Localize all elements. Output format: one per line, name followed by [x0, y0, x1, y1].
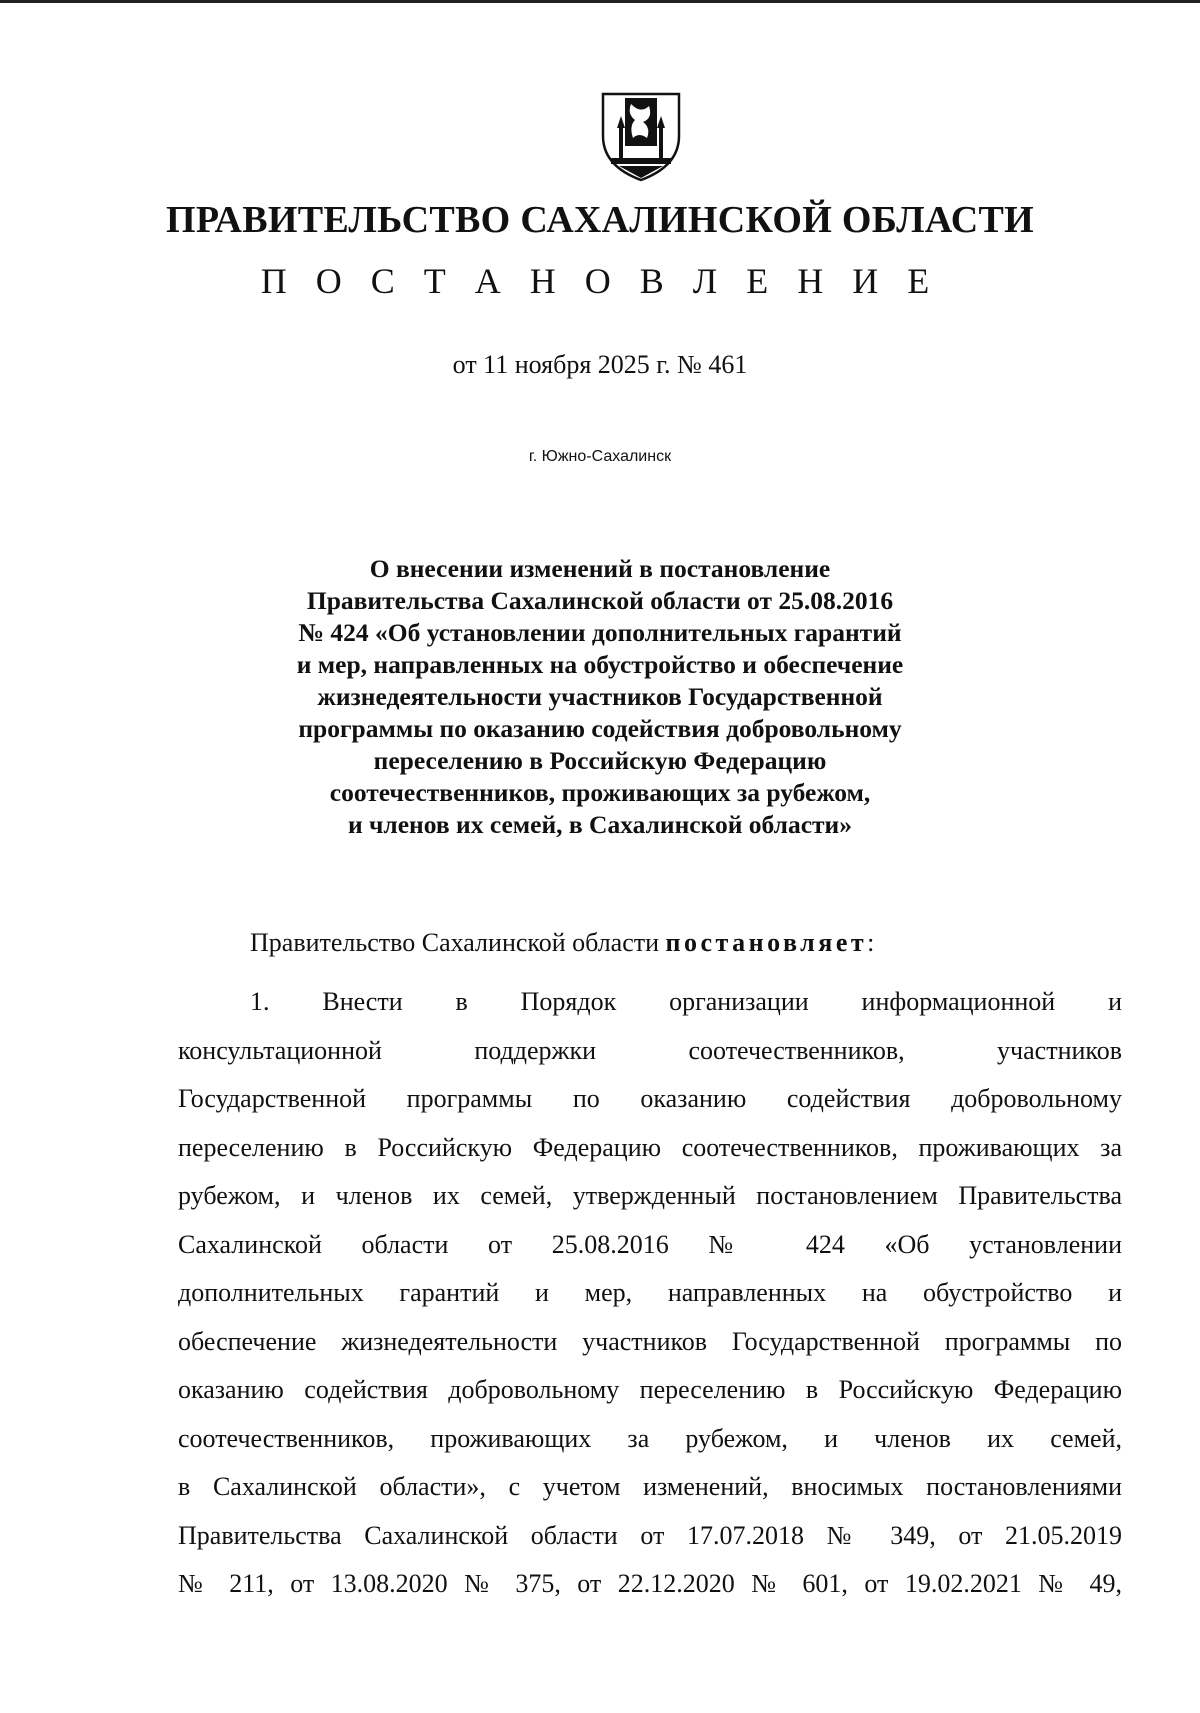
document-date-number: от 11 ноября 2025 г. № 461 — [452, 350, 748, 379]
document-heading — [250, 553, 950, 841]
document-body — [178, 978, 1122, 1609]
preamble-suffix: : — [867, 928, 875, 957]
document-city: г. Южно-Сахалинск — [528, 448, 672, 465]
heading-line: № 424 «Об установлении дополнительных гарантий — [298, 618, 902, 647]
heading-line: соотечественников, проживающих за рубежом, — [329, 778, 871, 807]
body-line: в Сахалинской области», с учетом изменений, вносимых постановлениями — [178, 1472, 1122, 1501]
body-line: обеспечение жизнедеятельности участников Государственной программы по — [178, 1326, 1122, 1356]
body-line: оказанию содействия добровольному переселению в Российскую Федерацию — [178, 1375, 1122, 1404]
heading-line: переселению в Российскую Федерацию — [373, 746, 827, 775]
body-line: Сахалинской области от 25.08.2016 № 424 «Об установлении — [178, 1229, 1122, 1259]
body-line: 1. Внести в Порядок организации информационной и — [250, 987, 1122, 1016]
body-line: рубежом, и членов их семей, утвержденный постановлением Правительства — [178, 1181, 1122, 1210]
body-line: соотечественников, проживающих за рубежом, и членов их семей, — [178, 1423, 1122, 1453]
preamble-keyword: постановляет — [665, 928, 868, 957]
body-line: переселению в Российскую Федерацию соотечественников, проживающих за — [178, 1132, 1122, 1162]
heading-line: и мер, направленных на обустройство и обеспечение — [296, 650, 904, 679]
body-line: Правительства Сахалинской области от 17.07.2018 № 349, от 21.05.2019 — [178, 1520, 1122, 1550]
heading-line: О внесении изменений в постановление — [369, 554, 831, 583]
body-line: № 211, от 13.08.2020 № 375, от 22.12.2020 № 601, от 19.02.2021 № 49, — [178, 1569, 1122, 1598]
preamble — [250, 928, 874, 958]
heading-line: и членов их семей, в Сахалинской области» — [347, 810, 852, 839]
coat-of-arms-icon — [597, 88, 685, 184]
government-title: ПРАВИТЕЛЬСТВО САХАЛИНСКОЙ ОБЛАСТИ — [166, 199, 1034, 241]
heading-line: жизнедеятельности участников Государственной — [317, 682, 883, 711]
heading-line: программы по оказанию содействия добровольному — [298, 714, 902, 743]
body-line: консультационной поддержки соотечественников, участников — [178, 1035, 1122, 1065]
preamble-text: Правительство Сахалинской области — [250, 928, 666, 957]
body-line: Государственной программы по оказанию содействия добровольному — [178, 1084, 1122, 1113]
document-type: П О С Т А Н О В Л Е Н И Е — [260, 261, 940, 301]
heading-line: Правительства Сахалинской области от 25.08.2016 — [306, 586, 894, 615]
page-top-border — [0, 0, 1200, 3]
body-line: дополнительных гарантий и мер, направленных на обустройство и — [178, 1278, 1122, 1307]
